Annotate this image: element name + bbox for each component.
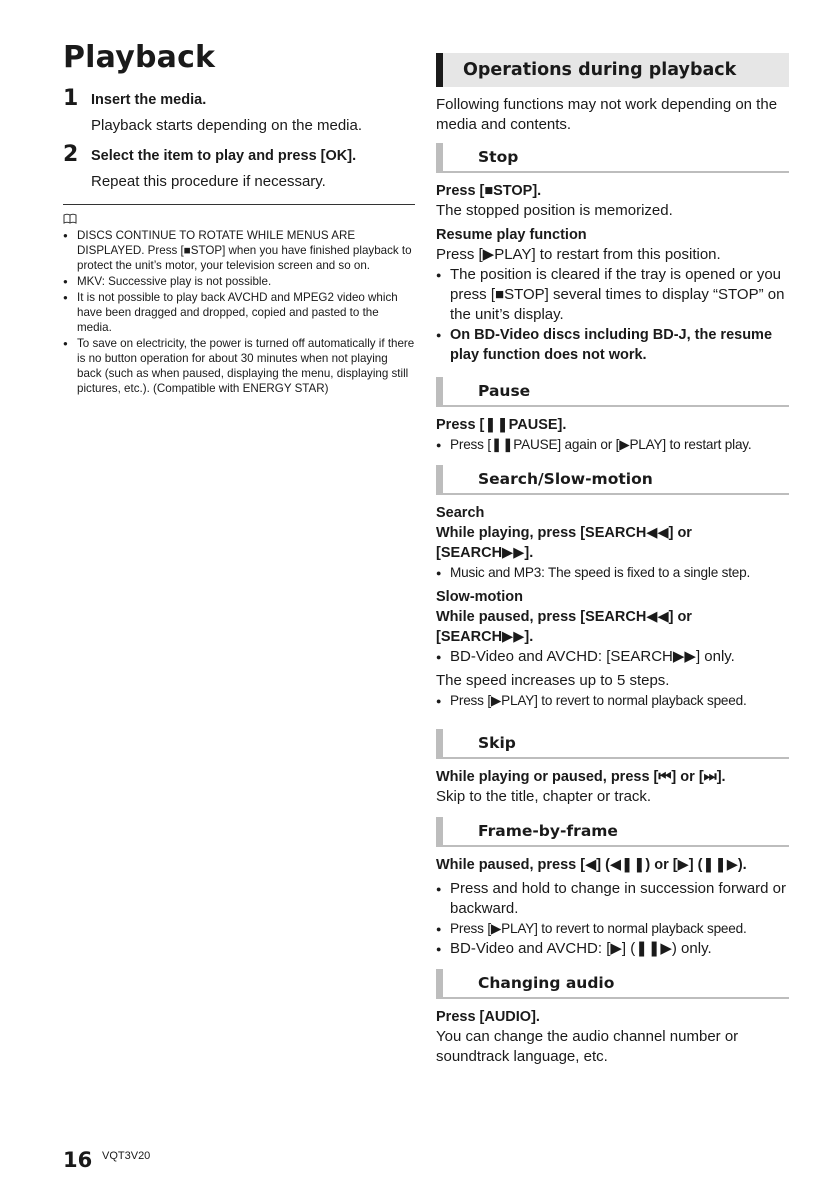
search-heading: Search: [436, 505, 485, 521]
right-column: [436, 53, 789, 1067]
pause-press: Press [❚❚PAUSE].: [436, 417, 567, 433]
pause-bullet: ● Press [❚❚PAUSE] again or [▶PLAY] to restart play.: [436, 435, 789, 455]
stop-bullet: ● On BD-Video discs including BD-J, the resume play function does not work.: [436, 325, 789, 365]
document-code: VQT3V20: [102, 1150, 151, 1162]
stop-bullet: ● The position is cleared if the tray is opened or you press [■STOP] several times to display “STOP” on the unit’s display.: [436, 265, 789, 325]
skip-section: [436, 767, 789, 807]
step-1: [63, 86, 415, 136]
skip-press: While playing or paused, press [⏮] or [⏭].: [436, 769, 726, 785]
step-number: 2: [63, 142, 79, 167]
left-column: [63, 86, 415, 397]
slow-bullet: ● BD-Video and AVCHD: [SEARCH▶▶] only.: [436, 647, 789, 667]
step-number: 1: [63, 86, 79, 111]
step-body: Repeat this procedure if necessary.: [91, 173, 326, 190]
page-number: 16: [63, 1148, 93, 1172]
subsection-heading-skip: Skip: [436, 729, 789, 759]
search-bullet: ● Music and MP3: The speed is fixed to a single step.: [436, 563, 789, 583]
stop-section: [436, 181, 789, 365]
subsection-heading-frame: Frame-by-frame: [436, 817, 789, 847]
note-item: ● To save on electricity, the power is turned off automatically if there is no button operation for about 30 minutes when not playing back (such as when paused, displaying the menu, displaying still pictures, etc.). (Compatible with ENERGY STAR): [63, 336, 415, 396]
page-title: Playback: [63, 40, 216, 75]
speed-text: The speed increases up to 5 steps.: [436, 672, 670, 689]
search-section: [436, 503, 789, 711]
frame-bullet: ● Press and hold to change in succession forward or backward.: [436, 879, 789, 919]
frame-section: [436, 855, 789, 959]
slow-press: While paused, press [SEARCH◀◀] or [SEARCH▶▶].: [436, 609, 692, 645]
book-icon: [63, 213, 77, 224]
audio-section: [436, 1007, 789, 1067]
intro-text: Following functions may not work depending on the media and contents.: [436, 96, 778, 133]
audio-press: Press [AUDIO].: [436, 1009, 540, 1025]
note-item: ● It is not possible to play back AVCHD and MPEG2 video which have been dragged and dropped, copied and pasted to the media.: [63, 290, 415, 335]
resume-heading: Resume play function: [436, 227, 587, 243]
stop-press: Press [■STOP].: [436, 183, 542, 199]
subsection-heading-audio: Changing audio: [436, 969, 789, 999]
stop-desc: The stopped position is memorized.: [436, 202, 673, 219]
slow-heading: Slow-motion: [436, 589, 523, 605]
subsection-heading-pause: Pause: [436, 377, 789, 407]
step-2: [63, 142, 415, 192]
step-body: Playback starts depending on the media.: [91, 117, 363, 134]
note-item: ● MKV: Successive play is not possible.: [63, 274, 415, 289]
pause-section: [436, 415, 789, 455]
speed-bullet: ● Press [▶PLAY] to revert to normal playback speed.: [436, 691, 789, 711]
note-item: ● DISCS CONTINUE TO ROTATE WHILE MENUS ARE DISPLAYED. Press [■STOP] when you have finished playback to protect the unit’s motor, your television screen and so on.: [63, 228, 415, 273]
search-press: While playing, press [SEARCH◀◀] or [SEARCH▶▶].: [436, 525, 692, 561]
step-heading: Select the item to play and press [OK].: [91, 148, 357, 164]
frame-press: While paused, press [◀] (◀❚❚) or [▶] (❚❚▶).: [436, 857, 747, 873]
divider: [63, 204, 415, 205]
frame-bullet: ● Press [▶PLAY] to revert to normal playback speed.: [436, 919, 789, 939]
resume-desc: Press [▶PLAY] to restart from this position.: [436, 246, 721, 263]
audio-desc: You can change the audio channel number or soundtrack language, etc.: [436, 1028, 739, 1065]
step-heading: Insert the media.: [91, 92, 207, 108]
notes-list: [63, 228, 415, 396]
subsection-heading-stop: Stop: [436, 143, 789, 173]
frame-bullet: ● BD-Video and AVCHD: [▶] (❚❚▶) only.: [436, 939, 789, 959]
section-heading-operations: Operations during playback: [436, 53, 789, 87]
skip-desc: Skip to the title, chapter or track.: [436, 788, 652, 805]
subsection-heading-search: Search/Slow-motion: [436, 465, 789, 495]
